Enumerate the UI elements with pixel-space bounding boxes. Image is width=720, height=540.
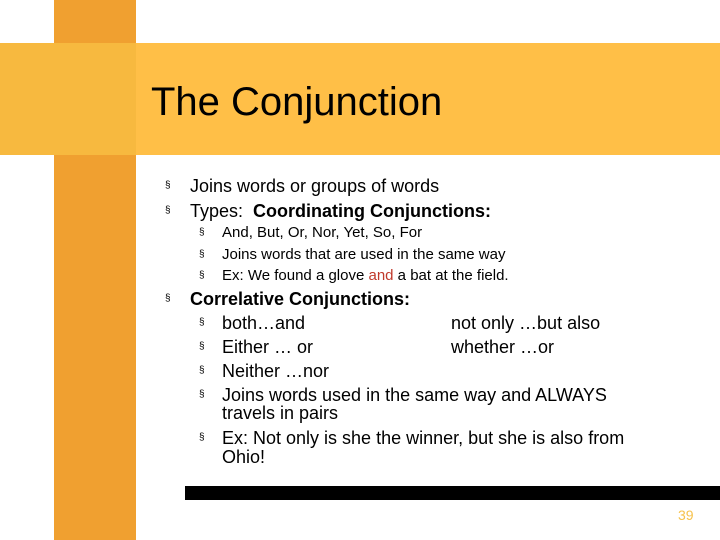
bullet-joins: Joins words or groups of words: [190, 176, 440, 196]
coord-example: [222, 266, 509, 286]
bullet-icon: §: [199, 270, 205, 281]
pair-not-only: not only …but also: [451, 313, 601, 333]
slide-title: The Conjunction: [151, 80, 443, 124]
bullet-icon: §: [199, 227, 205, 238]
bullet-icon: §: [165, 180, 171, 191]
bullet-icon: §: [199, 341, 205, 352]
pair-both-and: both…and: [222, 313, 306, 333]
corr-example-1: Ex: Not only is she the winner, but she is also from: [222, 428, 625, 448]
bullet-icon: §: [199, 365, 205, 376]
corr-example-2: Ohio!: [222, 447, 266, 467]
bullet-icon: §: [199, 389, 205, 400]
bullet-icon: §: [199, 249, 205, 260]
bullet-icon: §: [199, 432, 205, 443]
page-number: 39: [678, 507, 694, 523]
bottom-bar: [185, 486, 720, 500]
bullet-types: [190, 201, 491, 221]
coord-example-post: a bat at the field.: [393, 267, 509, 284]
coord-list: And, But, Or, Nor, Yet, So, For: [222, 224, 423, 241]
types-label: Types:: [190, 201, 244, 221]
correlative-heading: Correlative Conjunctions:: [190, 289, 411, 309]
corr-description-1: Joins words used in the same way and ALWAYS: [222, 385, 607, 405]
bullet-icon: §: [165, 205, 171, 216]
bullet-icon: §: [199, 317, 205, 328]
coord-description: Joins words that are used in the same way: [222, 246, 506, 263]
pair-whether-or: whether …or: [451, 337, 555, 357]
pair-neither-nor: Neither …nor: [222, 361, 330, 381]
types-coordinating: Coordinating Conjunctions:: [253, 201, 492, 221]
coord-example-pre: Ex: We found a glove: [222, 267, 369, 284]
coord-example-highlight: and: [368, 267, 394, 284]
corr-description-2: travels in pairs: [222, 403, 339, 423]
bullet-icon: §: [165, 293, 171, 304]
pair-either-or: Either … or: [222, 337, 314, 357]
